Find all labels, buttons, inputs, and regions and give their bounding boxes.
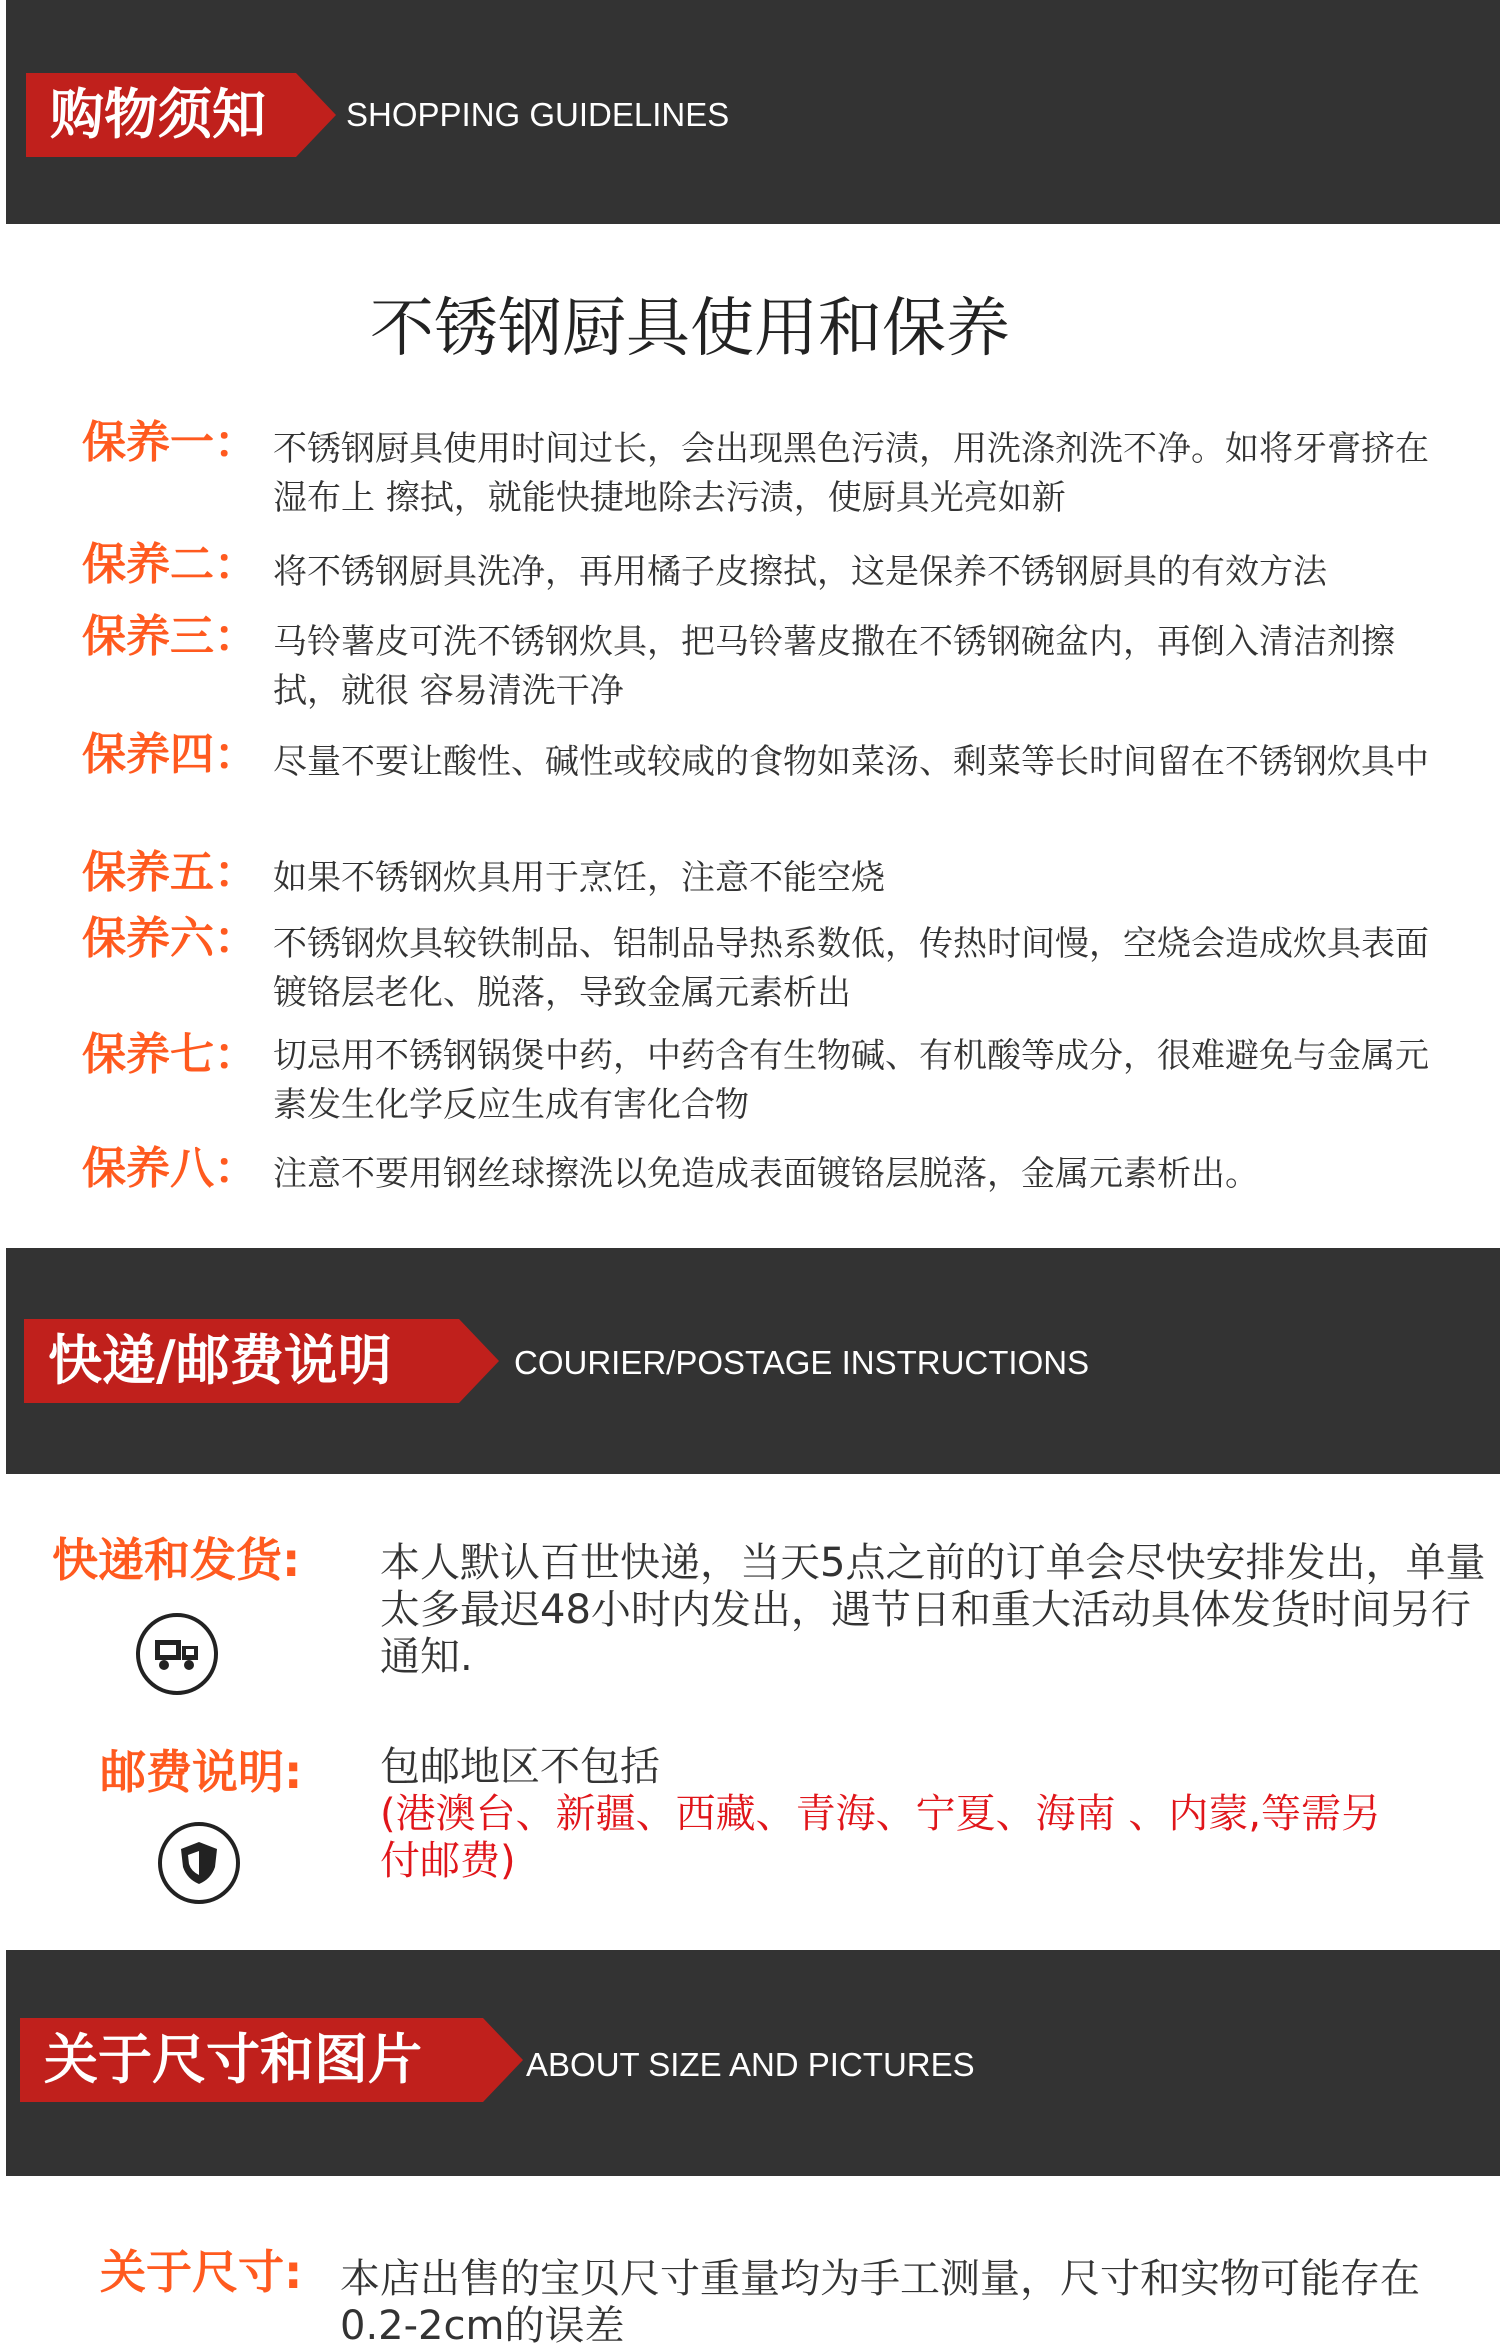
- section-badge: [20, 2018, 483, 2102]
- truck-icon: [136, 1613, 218, 1695]
- badge-arrow: [296, 73, 336, 157]
- shipping-label: 快递和发货:: [52, 1533, 301, 1587]
- section-badge: [24, 1319, 459, 1403]
- postage-main-text: 包邮地区不包括: [380, 1744, 660, 1790]
- maintenance-text-4: 尽量不要让酸性、碱性或较咸的食物如菜汤、剩菜等长时间留在不锈钢炊具中: [273, 742, 1429, 782]
- section-subtitle: SHOPPING GUIDELINES: [346, 96, 730, 133]
- badge-arrow: [483, 2018, 523, 2102]
- section-subtitle: COURIER/POSTAGE INSTRUCTIONS: [514, 1344, 1090, 1381]
- maintenance-label-1: 保养一：: [82, 417, 258, 468]
- maintenance-label-2: 保养二：: [82, 539, 258, 590]
- size-label: 关于尺寸:: [100, 2245, 303, 2299]
- truck-icon-glyph: [152, 1634, 202, 1674]
- section-header-size: [6, 1950, 1500, 2176]
- maintenance-label-6: 保养六：: [82, 913, 258, 964]
- postage-excluded-regions: (港澳台、新疆、西藏、青海、宁夏、海南 、内蒙,等需另付邮费): [380, 1791, 1382, 1884]
- maintenance-label-8: 保养八：: [82, 1143, 258, 1194]
- maintenance-title: 不锈钢厨具使用和保养: [370, 292, 1010, 366]
- maintenance-text-6: 不锈钢炊具较铁制品、铝制品导热系数低，传热时间慢，空烧会造成炊具表面镀铬层老化、脱落，导致金属元素析出: [273, 924, 1429, 1013]
- shield-icon: [158, 1822, 240, 1904]
- maintenance-text-7: 切忌用不锈钢锅煲中药，中药含有生物碱、有机酸等成分，很难避免与金属元素发生化学反应生成有害化合物: [273, 1036, 1429, 1125]
- size-text: 本店出售的宝贝尺寸重量均为手工测量，尺寸和实物可能存在0.2-2cm的误差: [340, 2256, 1420, 2349]
- badge-arrow: [459, 1319, 499, 1403]
- maintenance-text-2: 将不锈钢厨具洗净，再用橘子皮擦拭，这是保养不锈钢厨具的有效方法: [273, 552, 1327, 592]
- postage-label: 邮费说明:: [100, 1745, 303, 1799]
- maintenance-text-5: 如果不锈钢炊具用于烹饪，注意不能空烧: [273, 858, 885, 898]
- maintenance-label-4: 保养四：: [82, 729, 258, 780]
- postage-text: [380, 1744, 1490, 1885]
- shield-icon-glyph: [177, 1839, 221, 1887]
- maintenance-label-3: 保养三：: [82, 611, 258, 662]
- shipping-text: 本人默认百世快递，当天5点之前的订单会尽快安排发出，单量太多最迟48小时内发出，遇节日和重大活动具体发货时间另行通知.: [380, 1540, 1486, 1680]
- section-badge-label: 关于尺寸和图片: [44, 2028, 422, 2091]
- section-header-shopping: [6, 0, 1500, 224]
- maintenance-text-1: 不锈钢厨具使用时间过长，会出现黑色污渍，用洗涤剂洗不净。如将牙膏挤在湿布上 擦拭，就能快捷地除去污渍，使厨具光亮如新: [273, 429, 1429, 518]
- maintenance-label-7: 保养七：: [82, 1029, 258, 1080]
- maintenance-text-8: 注意不要用钢丝球擦洗以免造成表面镀铬层脱落，金属元素析出。: [273, 1154, 1259, 1194]
- section-header-courier: [6, 1248, 1500, 1474]
- maintenance-label-5: 保养五：: [82, 847, 258, 898]
- section-badge-label: 快递/邮费说明: [48, 1329, 392, 1392]
- section-badge: [26, 73, 296, 157]
- maintenance-text-3: 马铃薯皮可洗不锈钢炊具，把马铃薯皮撒在不锈钢碗盆内，再倒入清洁剂擦拭，就很 容易清洗干净: [273, 622, 1395, 711]
- section-subtitle: ABOUT SIZE AND PICTURES: [526, 2046, 975, 2083]
- section-badge-label: 购物须知: [50, 83, 266, 146]
